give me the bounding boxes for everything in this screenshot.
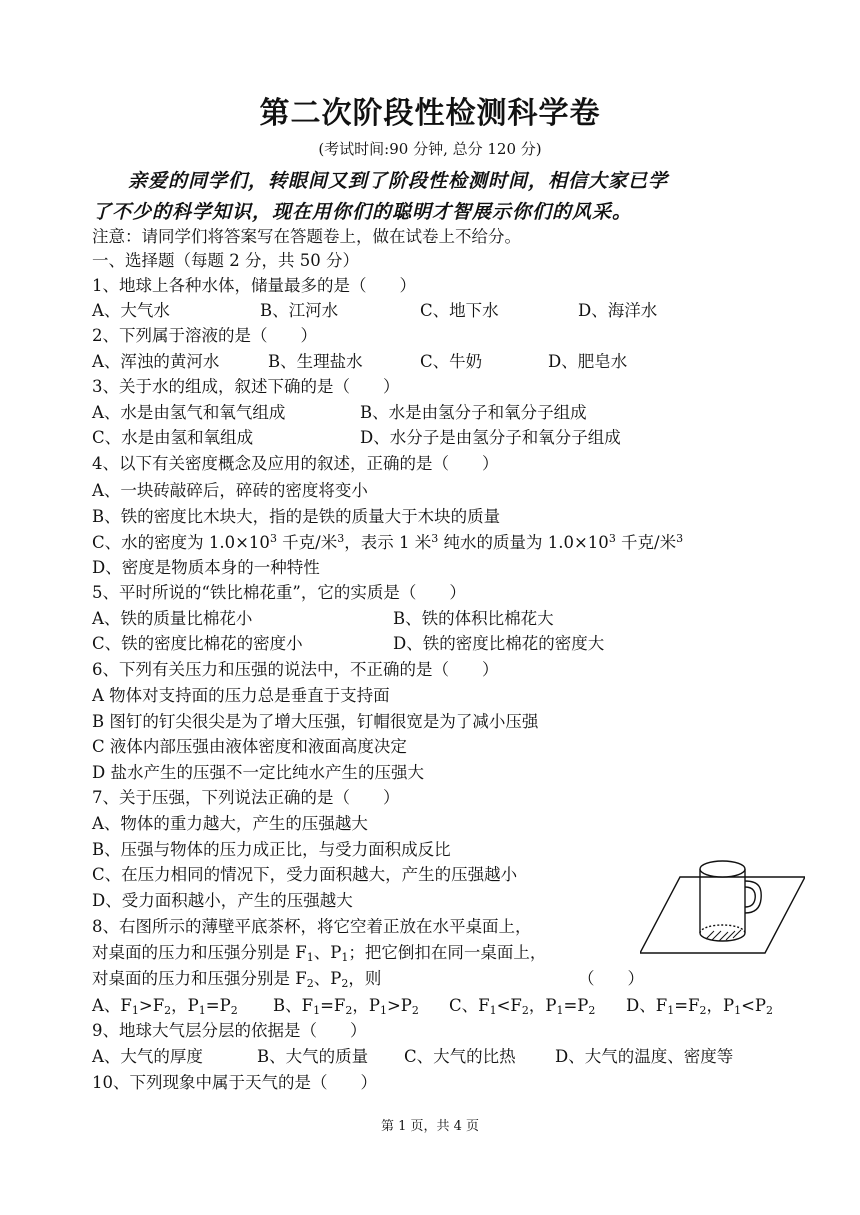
question-9-stem: 9、地球大气层分层的依据是（ ） (92, 1021, 367, 1040)
question-7-stem: 7、关于压强，下列说法正确的是（ ） (92, 788, 400, 807)
question-8-option-b: B、$F_1=F_2$，$P_1>P_2$ (273, 996, 419, 1017)
question-3-option-c: C、水是由氢和氧组成 (92, 428, 254, 447)
teacup-on-table-figure (640, 845, 805, 960)
question-1-option-d: D、海洋水 (578, 301, 658, 320)
question-1-option-b: B、江河水 (260, 301, 339, 320)
question-2-option-a: A、浑浊的黄河水 (92, 352, 220, 371)
question-4-option-a: A、一块砖敲碎后，碎砖的密度将变小 (92, 481, 368, 500)
greeting-line-1: 亲爱的同学们，转眼间又到了阶段性检测时间，相信大家已学 (128, 170, 669, 192)
page-number: 第 1 页，共 4 页 (380, 1119, 480, 1134)
question-3-option-a: A、水是由氢气和氧气组成 (92, 403, 286, 422)
question-1-option-c: C、地下水 (420, 301, 499, 320)
question-8-option-d: D、$F_1=F_2$，$P_1<P_2$ (626, 996, 774, 1017)
question-8-line-1: 8、右图所示的薄壁平底茶杯，将它空着正放在水平桌面上， (92, 917, 532, 936)
question-4-option-b: B、铁的密度比木块大，指的是铁的质量大于木块的质量 (92, 507, 501, 526)
question-7-option-d: D、受力面积越小，产生的压强越大 (92, 891, 353, 910)
section-heading: 一、选择题（每题 2 分，共 50 分） (92, 251, 359, 270)
greeting-line-2: 了不少的科学知识，现在用你们的聪明才智展示你们的风采。 (92, 201, 633, 223)
question-2-option-d: D、肥皂水 (548, 352, 628, 371)
question-8-line-2: 对桌面的压力和压强分别是 $F_1$、$P_1$；把它倒扣在同一桌面上， (92, 943, 547, 964)
question-5-stem: 5、平时所说的“铁比棉花重”，它的实质是（ ） (92, 583, 466, 602)
question-3-option-d: D、水分子是由氢分子和氧分子组成 (360, 428, 621, 447)
question-4-option-c: C、水的密度为 $1.0\times 10^3$ 千克/米$^3$，表示 1 米$^3$ 纯水的质量为 $1.0\times 10^3$ 千克/米$^3$ (92, 532, 684, 552)
question-6-option-b: B 图钉的钉尖很尖是为了增大压强，钉帽很宽是为了减小压强 (92, 712, 539, 731)
question-5-option-b: B、铁的体积比棉花大 (393, 609, 554, 628)
question-5-option-d: D、铁的密度比棉花的密度大 (393, 634, 605, 653)
question-6-option-a: A 物体对支持面的压力总是垂直于支持面 (92, 686, 390, 705)
question-1-stem: 1、地球上各种水体，储量最多的是（ ） (92, 276, 416, 295)
question-2-option-c: C、牛奶 (420, 352, 483, 371)
question-4-stem: 4、以下有关密度概念及应用的叙述，正确的是（ ） (92, 454, 499, 473)
question-2-option-b: B、生理盐水 (268, 352, 363, 371)
question-6-stem: 6、下列有关压力和压强的说法中，不正确的是（ ） (92, 660, 499, 679)
question-6-option-c: C 液体内部压强由液体密度和液面高度决定 (92, 737, 407, 756)
question-8-answer-blank: （ ） (578, 969, 644, 988)
question-8-line-3: 对桌面的压力和压强分别是 $F_2$、$P_2$，则 (92, 969, 382, 990)
question-3-option-b: B、水是由氢分子和氧分子组成 (360, 403, 587, 422)
question-7-option-b: B、压强与物体的压力成正比，与受力面积成反比 (92, 840, 451, 859)
question-9-option-b: B、大气的质量 (257, 1047, 369, 1066)
question-1-option-a: A、大气水 (92, 301, 170, 320)
question-8-option-c: C、$F_1<F_2$，$P_1=P_2$ (449, 996, 596, 1017)
question-9-option-a: A、大气的厚度 (92, 1047, 203, 1066)
question-9-option-d: D、大气的温度、密度等 (555, 1047, 734, 1066)
question-8-option-a: A、$F_1>F_2$，$P_1=P_2$ (92, 996, 238, 1017)
notice: 注意：请同学们将答案写在答题卷上，做在试卷上不给分。 (92, 227, 521, 246)
exam-info: (考试时间:90 分钟, 总分 120 分) (318, 140, 542, 158)
question-3-stem: 3、关于水的组成，叙述下确的是（ ） (92, 377, 400, 396)
question-4-option-d: D、密度是物质本身的一种特性 (92, 558, 320, 577)
question-9-option-c: C、大气的比热 (404, 1047, 516, 1066)
question-6-option-d: D 盐水产生的压强不一定比纯水产生的压强大 (92, 763, 424, 782)
question-5-option-c: C、铁的密度比棉花的密度小 (92, 634, 303, 653)
question-7-option-a: A、物体的重力越大，产生的压强越大 (92, 814, 368, 833)
question-10-stem: 10、下列现象中属于天气的是（ ） (92, 1073, 377, 1092)
question-5-option-a: A、铁的质量比棉花小 (92, 609, 253, 628)
question-7-option-c: C、在压力相同的情况下，受力面积越大，产生的压强越小 (92, 865, 518, 884)
page-title: 第二次阶段性检测科学卷 (259, 96, 601, 131)
question-2-stem: 2、下列属于溶液的是（ ） (92, 326, 317, 345)
